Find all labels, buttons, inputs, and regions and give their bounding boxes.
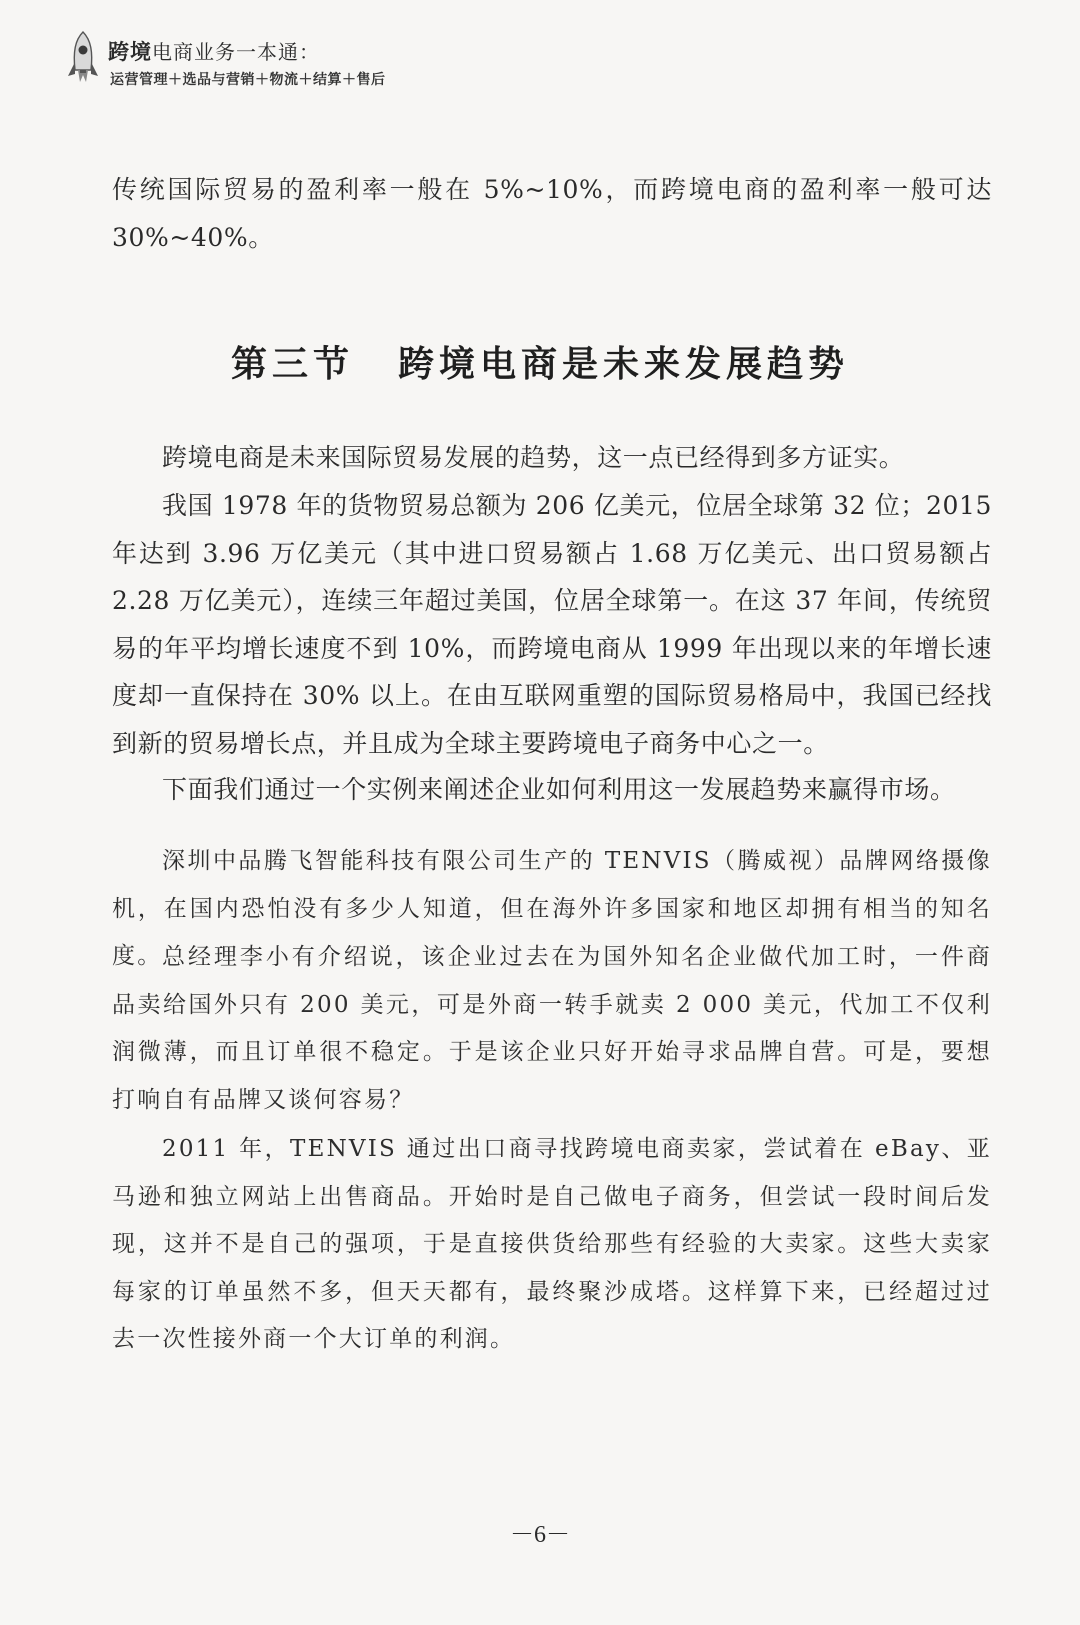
paragraph-trend: 跨境电商是未来国际贸易发展的趋势，这一点已经得到多方证实。 xyxy=(162,443,905,472)
page-number: －6－ xyxy=(510,1522,570,1548)
header-title-rest: 电商业务一本通： xyxy=(152,40,320,64)
section-number: 第三节 xyxy=(230,344,354,385)
case-paragraph-company: 深圳中品腾飞智能科技有限公司生产的 TENVIS（腾威视）品牌网络摄像机，在国内恐怕没有多少人知道，但在海外许多国家和地区却拥有相当的知名度。 xyxy=(112,848,992,969)
paragraph-example-intro: 下面我们通过一个实例来阐述企业如何利用这一发展趋势来赢得市场。 xyxy=(162,775,956,804)
paragraph-trade-stats: 我国 1978 年的货物贸易总额为 206 亿美元，位居全球第 32 位；2015 年达到 3.96 万亿美元（其中进口贸易额占 1.68 万亿美元、出口贸易额占 2.28 万亿美元），连续三年超过美国，位居全球第一。在这 37 年间，传统贸易的年平均增长速度不到 10%，而跨境电商从 1999 年出现以来的年增长速度却一直保持在 30% 以上。在由互联网重塑的国际贸易格局中，我国已经找到新的贸易增长点，并且成为全球主要跨境电子商务中心之一。 xyxy=(112,491,992,758)
header-title xyxy=(108,36,320,66)
case-paragraph-manager: 总经理李小有介绍说，该企业过去在为国外知名企业做代加工时，一件商品卖给国外只有 200 美元，可是外商一转手就卖 2 000 美元，代加工不仅利润微薄，而且订单很不稳定。于是该企业只好开始寻求品牌自营。可是，要想打响自有品牌又谈何容易？ xyxy=(112,944,992,1113)
rocket-icon xyxy=(66,30,100,90)
section-title: 跨境电商是未来发展趋势 xyxy=(398,344,850,385)
case-paragraph-2011: 2011 年，TENVIS 通过出口商寻找跨境电商卖家，尝试着在 eBay、亚马逊和独立网站上出售商品。开始时是自己做电子商务，但尝试一段时间后发现，这并不是自己的强项，于是直接供货给那些有经验的大卖家。这些大卖家每家的订单虽然不多，但天天都有，最终聚沙成塔。这样算下来，已经超过过去一次性接外商一个大订单的利润。 xyxy=(112,1136,992,1352)
header-title-strong: 跨境 xyxy=(108,40,152,64)
header-subtitle: 运营管理＋选品与营销＋物流＋结算＋售后 xyxy=(110,72,386,88)
running-header xyxy=(66,30,586,92)
intro-paragraph: 传统国际贸易的盈利率一般在 5%~10%，而跨境电商的盈利率一般可达 30%~40%。 xyxy=(112,175,992,252)
section-heading xyxy=(0,336,1080,387)
